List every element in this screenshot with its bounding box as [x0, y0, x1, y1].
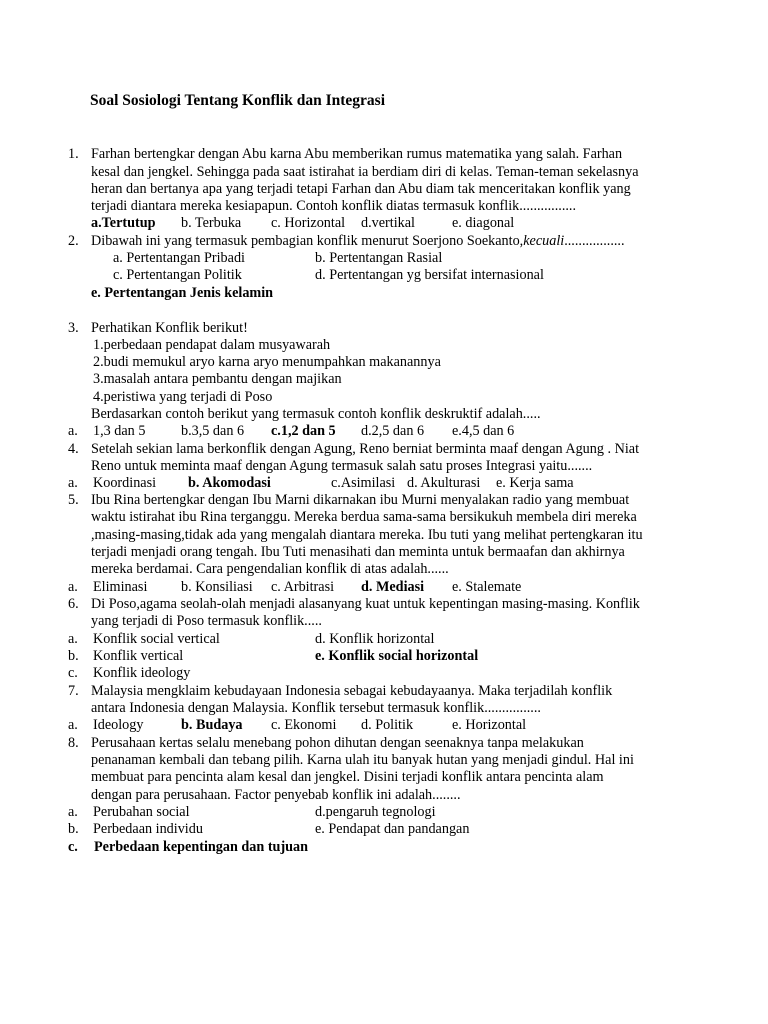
- answer-option: d. Pertentangan yg bersifat internasional: [315, 267, 544, 283]
- question-line: waktu istirahat ibu Rina terganggu. Mereka berdua sama-sama bersikukuh membela diri mereka: [91, 509, 637, 525]
- emphasis-text: kecuali: [523, 233, 565, 249]
- answer-option-correct: c.1,2 dan 5: [271, 423, 336, 439]
- option-letter: a.: [68, 579, 78, 595]
- answer-option-correct: a.Tertutup: [91, 215, 156, 231]
- answer-option: Perbedaan individu: [93, 821, 203, 837]
- question-number: 3.: [68, 320, 79, 336]
- option-letter: a.: [68, 475, 78, 491]
- list-item: 2.budi memukul aryo karna aryo menumpahkan makanannya: [93, 354, 441, 370]
- answer-option: e. Horizontal: [452, 717, 527, 733]
- answer-option: Konflik social vertical: [93, 631, 220, 647]
- answer-option: c. Ekonomi: [271, 717, 337, 733]
- answer-option: e. Pendapat dan pandangan: [315, 821, 470, 837]
- answer-option-correct: e. Konflik social horizontal: [315, 648, 479, 664]
- question-line: yang terjadi di Poso termasuk konflik.....: [91, 613, 322, 629]
- answer-option: e. diagonal: [452, 215, 515, 231]
- question-line: heran dan bertanya apa yang terjadi tetapi Farhan dan Abu diam tak menceritakan konflik yang: [91, 181, 631, 197]
- answer-option: c.Asimilasi: [331, 475, 396, 491]
- answer-option-correct: b. Budaya: [181, 717, 243, 733]
- question-line: Perhatikan Konflik berikut!: [91, 320, 248, 336]
- answer-option: Konflik vertical: [93, 648, 184, 664]
- question-number: 8.: [68, 735, 79, 751]
- answer-option-correct: Perbedaan kepentingan dan tujuan: [94, 839, 309, 855]
- option-letter: c.: [68, 665, 78, 681]
- answer-option: Koordinasi: [93, 475, 157, 491]
- answer-option: c. Arbitrasi: [271, 579, 335, 595]
- answer-option: Eliminasi: [93, 579, 148, 595]
- answer-option: Ideology: [93, 717, 144, 733]
- answer-option: b. Terbuka: [181, 215, 242, 231]
- answer-option: e. Stalemate: [452, 579, 522, 595]
- question-line: dengan para perusahaan. Factor penyebab konflik ini adalah........: [91, 787, 461, 803]
- question-line: Berdasarkan contoh berikut yang termasuk contoh konflik deskruktif adalah.....: [91, 406, 541, 422]
- option-letter: a.: [68, 631, 78, 647]
- answer-option: d. Konflik horizontal: [315, 631, 435, 647]
- question-number: 6.: [68, 596, 79, 612]
- option-letter: a.: [68, 423, 78, 439]
- answer-option: c. Horizontal: [271, 215, 346, 231]
- answer-option: d. Politik: [361, 717, 414, 733]
- question-line: Setelah sekian lama berkonflik dengan Agung, Reno berniat berminta maaf dengan Agung . Niat: [91, 441, 640, 457]
- answer-option: Perubahan social: [93, 804, 190, 820]
- answer-option: b. Pertentangan Rasial: [315, 250, 443, 266]
- answer-option: d.vertikal: [361, 215, 415, 231]
- question-line: mereka berdamai. Cara pengendalian konflik di atas adalah......: [91, 561, 449, 577]
- option-letter: a.: [68, 804, 78, 820]
- question-line: ,masing-masing,tidak ada yang mengalah diantara mereka. Ibu tuti yang melihat pertengkaran itu: [91, 527, 643, 543]
- question-line: kesal dan jengkel. Sehingga pada saat istirahat ia berdiam diri di kelas. Teman-teman sekelasnya: [91, 164, 639, 180]
- answer-option: 1,3 dan 5: [93, 423, 146, 439]
- question-line: Farhan bertengkar dengan Abu karna Abu memberikan rumus matematika yang salah. Farhan: [91, 146, 623, 162]
- option-letter: b.: [68, 821, 79, 837]
- page-title: Soal Sosiologi Tentang Konflik dan Integrasi: [90, 92, 386, 109]
- question-line: Reno untuk meminta maaf dengan Agung termasuk salah satu proses Integrasi yaitu.......: [91, 458, 593, 474]
- answer-option-correct: d. Mediasi: [361, 579, 425, 595]
- question-number: 1.: [68, 146, 79, 162]
- answer-option: e.4,5 dan 6: [452, 423, 515, 439]
- answer-option: d.pengaruh tegnologi: [315, 804, 436, 820]
- answer-option: b. Konsiliasi: [181, 579, 253, 595]
- question-line: Di Poso,agama seolah-olah menjadi alasanyang kuat untuk kepentingan masing-masing. Konflik: [91, 596, 640, 612]
- answer-option-correct: e. Pertentangan Jenis kelamin: [91, 285, 274, 301]
- option-letter: b.: [68, 648, 79, 664]
- question-line: membuat para pencinta alam kesal dan jengkel. Disini terjadi konflik antara pencinta alam: [91, 769, 604, 785]
- question-line: Perusahaan kertas selalu menebang pohon dihutan dengan seenaknya tanpa melakukan: [91, 735, 584, 751]
- list-item: 3.masalah antara pembantu dengan majikan: [93, 371, 342, 387]
- question-line: Dibawah ini yang termasuk pembagian konflik menurut Soerjono Soekanto,kecuali.................: [91, 233, 625, 249]
- answer-option: Konflik ideology: [93, 665, 191, 681]
- answer-option: d.2,5 dan 6: [361, 423, 425, 439]
- question-number: 5.: [68, 492, 79, 508]
- question-line: terjadi menjadi orang tengah. Ibu Tuti menasihati dan meminta untuk bermaafan dan akhirnya: [91, 544, 625, 560]
- question-number: 2.: [68, 233, 79, 249]
- question-line: antara Indonesia dengan Malaysia. Konflik tersebut termasuk konflik................: [91, 700, 541, 716]
- answer-option: a. Pertentangan Pribadi: [113, 250, 245, 266]
- option-letter: a.: [68, 717, 78, 733]
- question-line: penanaman kembali dan tebang pilih. Karna ulah itu banyak hutan yang menjadi gindul. Hal ini: [91, 752, 634, 768]
- question-number: 7.: [68, 683, 79, 699]
- answer-option: d. Akulturasi: [407, 475, 481, 491]
- list-item: 4.peristiwa yang terjadi di Poso: [93, 389, 273, 405]
- answer-option: e. Kerja sama: [496, 475, 574, 491]
- question-number: 4.: [68, 441, 79, 457]
- list-item: 1.perbedaan pendapat dalam musyawarah: [93, 337, 331, 353]
- question-line: terjadi diantara mereka kesiapapun. Contoh konflik diatas termasuk konflik................: [91, 198, 577, 214]
- question-line: Ibu Rina bertengkar dengan Ibu Marni dikarnakan ibu Murni menyalakan radio yang membuat: [91, 492, 630, 508]
- option-letter: c.: [68, 839, 78, 855]
- answer-option: c. Pertentangan Politik: [113, 267, 242, 283]
- answer-option: b.3,5 dan 6: [181, 423, 245, 439]
- answer-option-correct: b. Akomodasi: [188, 475, 271, 491]
- question-line: Malaysia mengklaim kebudayaan Indonesia sebagai kebudayaanya. Maka terjadilah konflik: [91, 683, 613, 699]
